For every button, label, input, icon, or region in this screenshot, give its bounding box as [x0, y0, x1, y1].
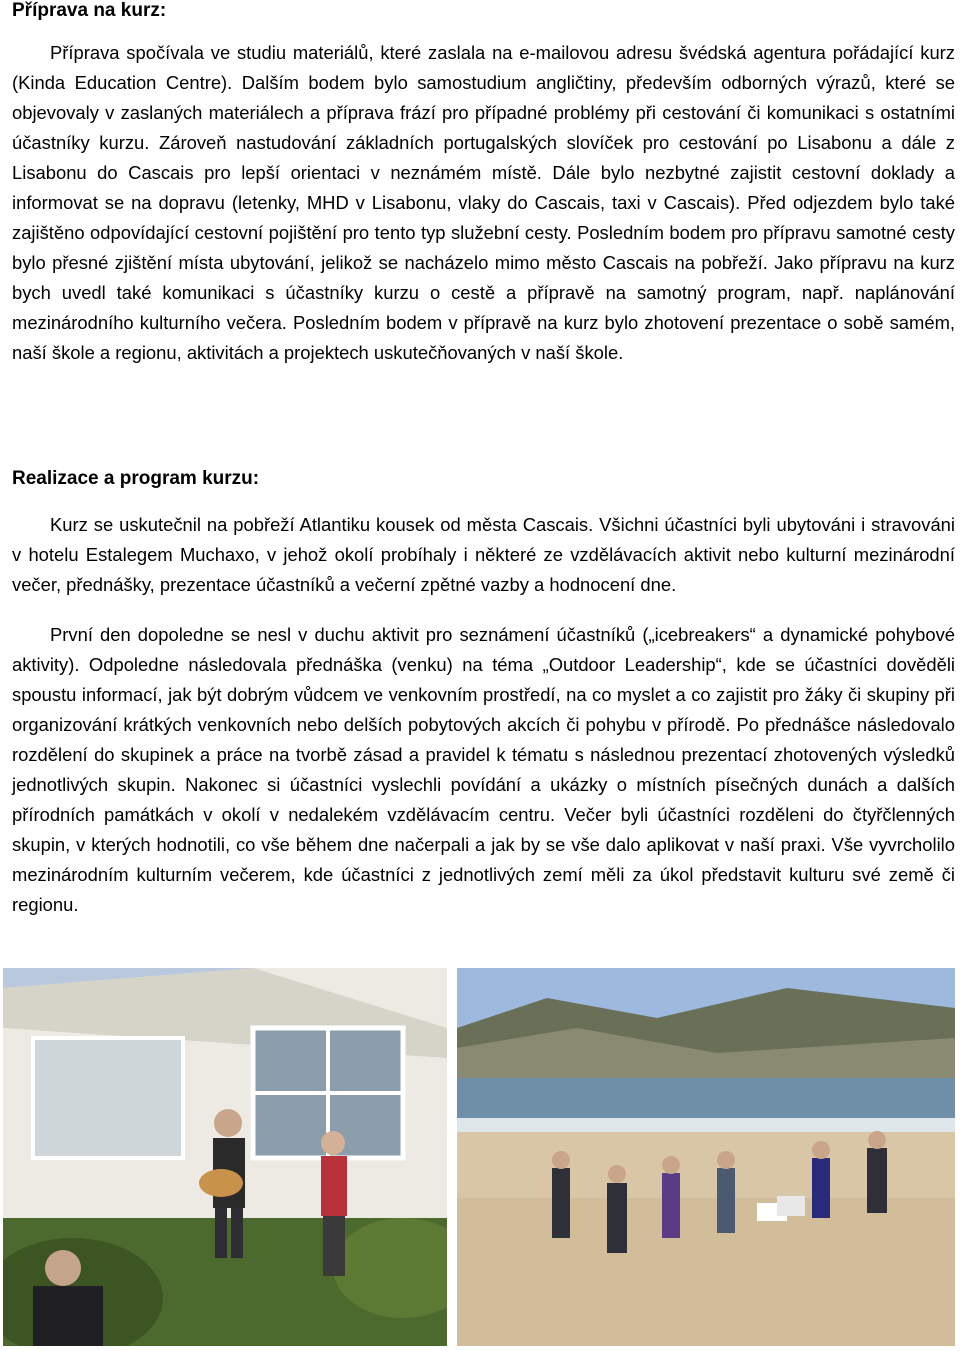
photo-row: [3, 968, 955, 1346]
photo-guitar-performance: [3, 968, 447, 1346]
paragraph-program-intro: Kurz se uskutečnil na pobřeží Atlantiku kousek od města Cascais. Všichni účastníci byli ubytováni i stravováni v hotelu Estalegem Muchaxo, v jehož okolí probíhaly i některé ze vzdělávacích aktivit nebo kulturní mezinárodní večer, přednášky, prezentace účastníků a večerní zpětné vazby a hodnocení dne.: [12, 514, 955, 595]
photo-beach-group: [457, 968, 955, 1346]
paragraph-preparation: Příprava spočívala ve studiu materiálů, které zaslala na e-mailovou adresu švédská agentura pořádající kurz (Kinda Education Centre). Dalším bodem bylo samostudium angličtiny, především odborných výrazů, které se objevovaly v zaslaných materiálech a příprava frází pro případné problémy při cestování či komunikaci s ostatními účastníky kurzu. Zároveň nastudování základních portugalských slovíček pro cestování po Lisabonu a dále z Lisabonu do Cascais pro lepší orientaci v neznámém místě. Dále bylo nezbytné zajistit cestovní doklady a informovat se na dopravu (letenky, MHD v Lisabonu, vlaky do Cascais, taxi v Cascais). Před odjezdem bylo také zajištěno odpovídající cestovní pojištění pro tento typ služební cesty. Posledním bodem pro přípravu samotné cesty bylo přesné zjištění místa ubytování, jelikož se nacházelo mimo město Cascais na pobřeží. Jako přípravu na kurz bych uvedl také komunikaci s účastníky kurzu o cestě a přípravě na samotný program, např. naplánování mezinárodního kulturního večera. Posledním bodem v přípravě na kurz bylo zhotovení prezentace o sobě samém, naší škole a regionu, aktivitách a projektech uskutečňovaných v naší škole.: [12, 42, 955, 363]
section-heading-preparation: Příprava na kurz:: [12, 0, 167, 21]
section-heading-program: Realizace a program kurzu:: [12, 468, 260, 489]
paragraph-program-first-day: První den dopoledne se nesl v duchu aktivit pro seznámení účastníků („icebreakers“ a dynamické pohybové aktivity). Odpoledne následovala přednáška (venku) na téma „Outdoor Leadership“, kde se účastníci dověděli spoustu informací, jak být dobrým vůdcem ve venkovním prostředí, na co myslet a co zajistit pro žáky či skupiny při organizování krátkých venkovních nebo delších pobytových akcích či pohybu v přírodě. Po přednášce následovalo rozdělení do skupinek a práce na tvorbě zásad a pravidel k tématu s následnou prezentací zhotovených výsledků jednotlivých skupin. Nakonec si účastníci vyslechli povídání a ukázky o místních písečných dunách a dalších přírodních památkách v okolí v nedalekém vzdělávacím centru. Večer byli účastníci rozděleni do čtyřčlenných skupin, v kterých hodnotili, co vše během dne načerpali a jak by se vše dalo aplikovat v naší praxi. Vše vyvrcholilo mezinárodním kulturním večerem, kde účastníci z jednotlivých zemí měli za úkol představit kulturu své země či regionu.: [12, 624, 955, 915]
